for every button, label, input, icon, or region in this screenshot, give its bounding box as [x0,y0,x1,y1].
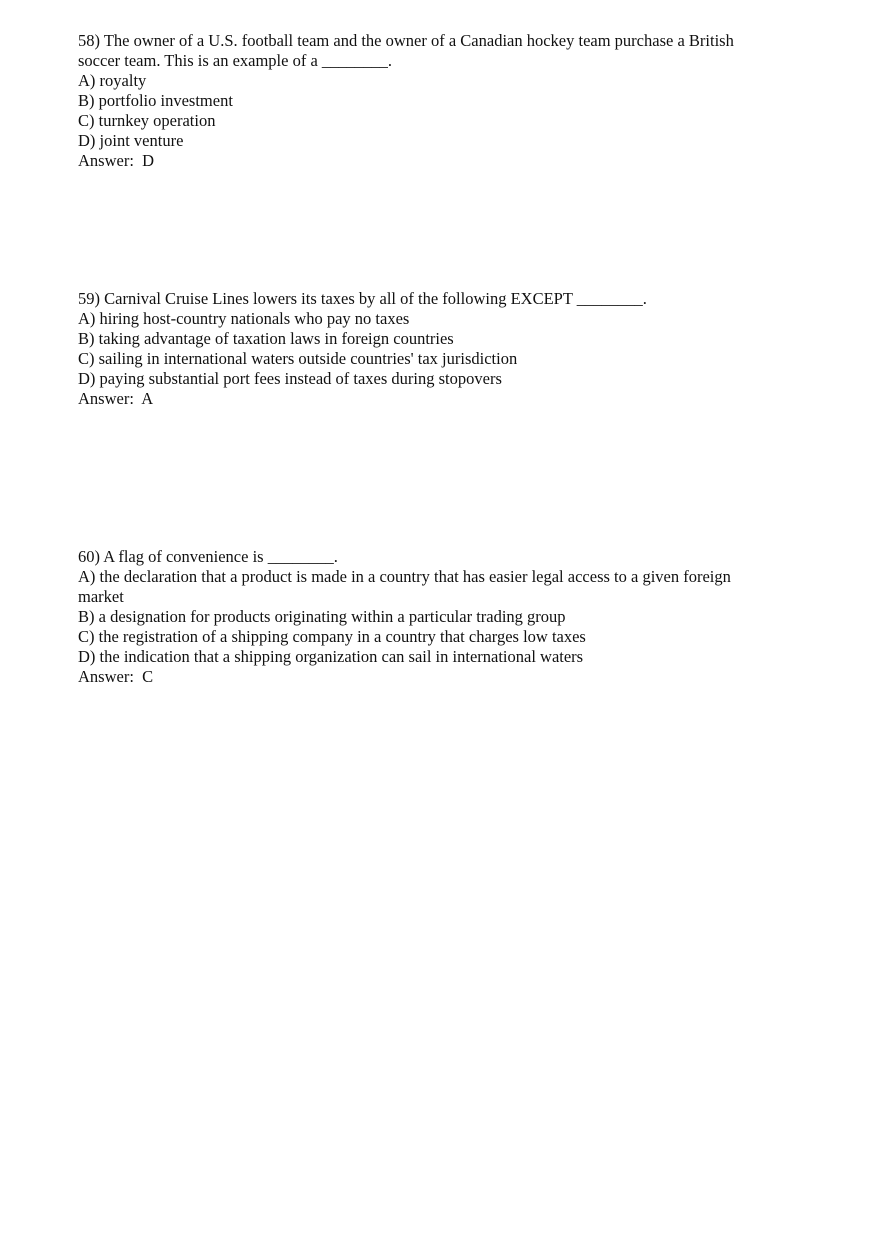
choice-b: B) a designation for products originating within a particular trading group [78,607,566,626]
choice-b: B) taking advantage of taxation laws in foreign countries [78,329,454,348]
question-59 [78,289,778,409]
choice-d: D) joint venture [78,131,184,150]
question-60 [78,547,778,687]
question-58 [78,31,778,171]
choice-a: A) the declaration that a product is made in a country that has easier legal access to a given foreign market [78,567,731,606]
question-stem: 60) A flag of convenience is ________. [78,547,338,566]
choice-d: D) paying substantial port fees instead of taxes during stopovers [78,369,502,388]
answer-key: Answer: A [78,389,154,408]
choice-a: A) hiring host-country nationals who pay no taxes [78,309,410,328]
choice-b: B) portfolio investment [78,91,233,110]
choice-d: D) the indication that a shipping organization can sail in international waters [78,647,584,666]
choice-c: C) turnkey operation [78,111,216,130]
question-stem: 58) The owner of a U.S. football team and the owner of a Canadian hockey team purchase a British soccer team. This is an example of a ________. [78,31,738,70]
answer-key: Answer: D [78,151,155,170]
answer-key: Answer: C [78,667,154,686]
choice-c: C) the registration of a shipping company in a country that charges low taxes [78,627,586,646]
question-stem: 59) Carnival Cruise Lines lowers its taxes by all of the following EXCEPT ________. [78,289,647,308]
choice-a: A) royalty [78,71,147,90]
choice-c: C) sailing in international waters outside countries' tax jurisdiction [78,349,518,368]
